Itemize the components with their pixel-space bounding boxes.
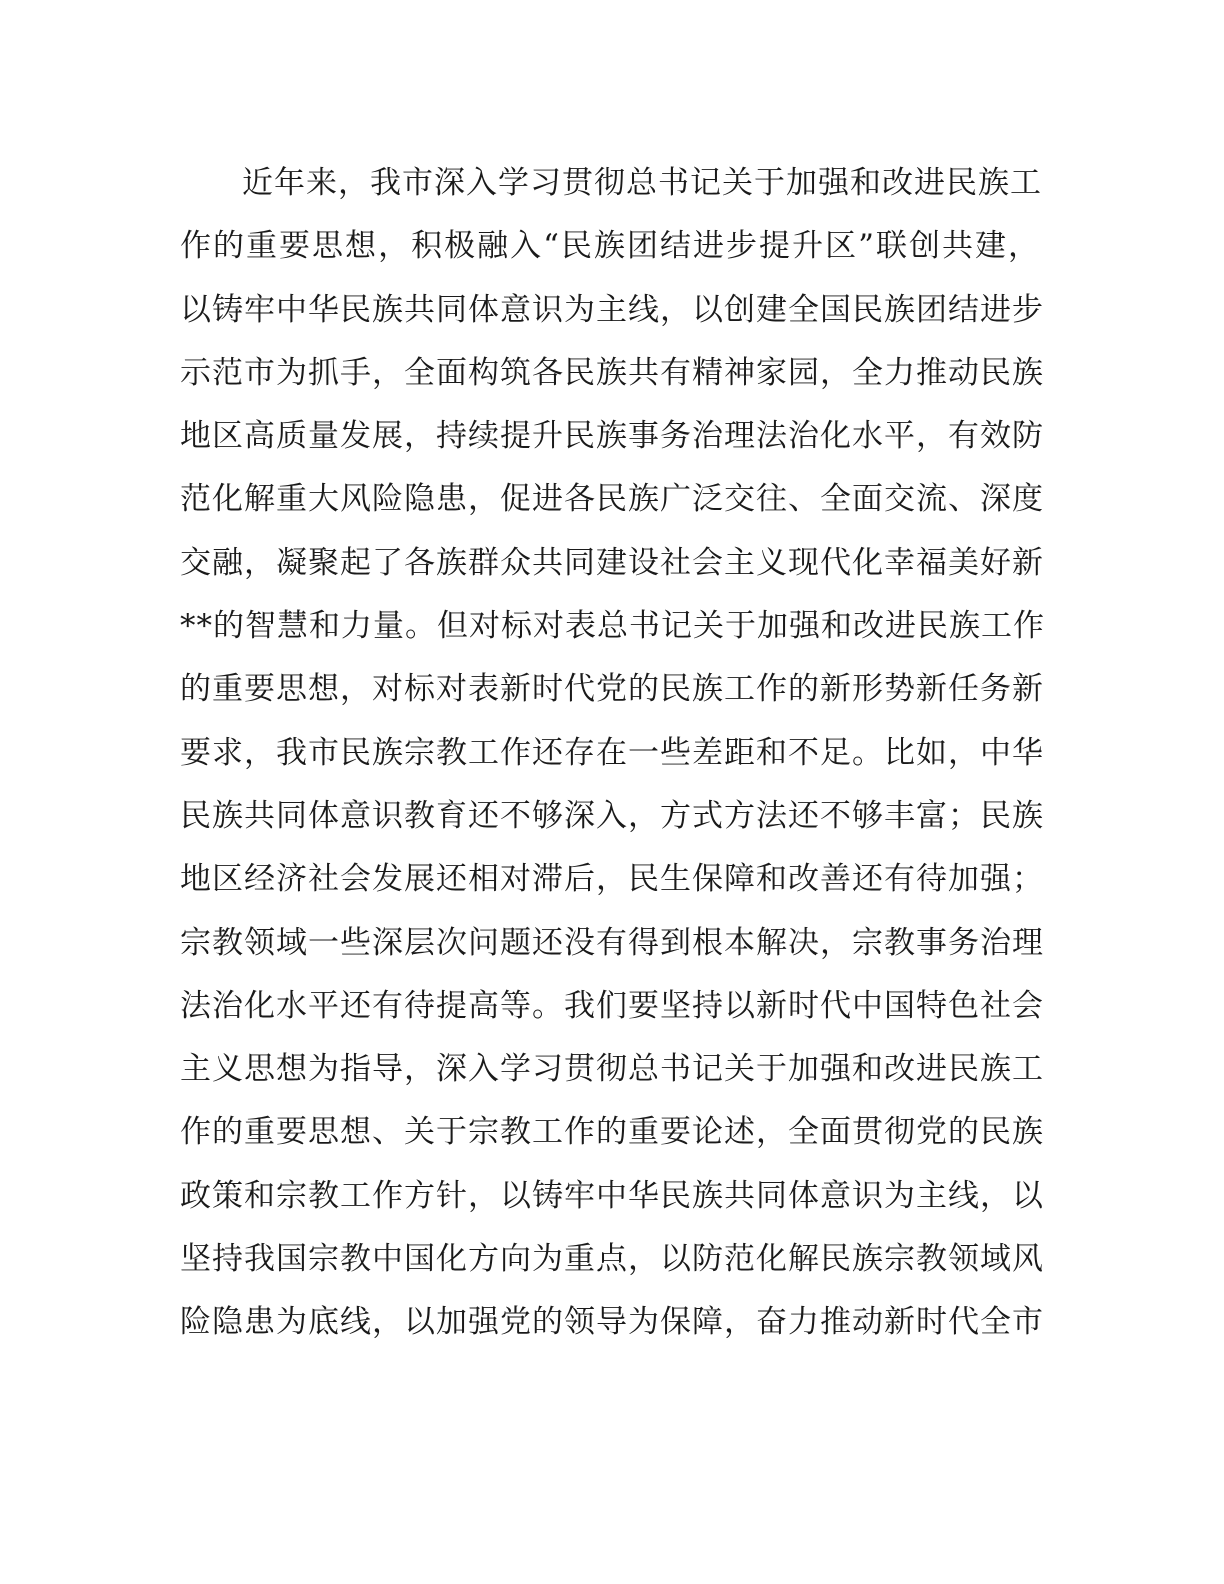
paragraph-line: 作的重要思想、关于宗教工作的重要论述，全面贯彻党的民族 [180,1114,1044,1151]
paragraph-line: 地区高质量发展，持续提升民族事务治理法治化水平，有效防 [180,418,1044,455]
paragraph-line: 的重要思想，对标对表新时代党的民族工作的新形势新任务新 [180,671,1044,708]
paragraph-line: 示范市为抓手，全面构筑各民族共有精神家园，全力推动民族 [180,354,1044,391]
paragraph-line: 范化解重大风险隐患，促进各民族广泛交往、全面交流、深度 [180,481,1044,518]
paragraph-line: 坚持我国宗教中国化方向为重点，以防范化解民族宗教领域风 [180,1241,1044,1278]
paragraph-line: **的智慧和力量。但对标对表总书记关于加强和改进民族工作 [180,608,1045,645]
paragraph-line: 作的重要思想，积极融入“民族团结进步提升区”联创共建， [180,228,1040,265]
paragraph-line: 险隐患为底线，以加强党的领导为保障，奋力推动新时代全市 [180,1304,1044,1341]
paragraph-line: 地区经济社会发展还相对滞后，民生保障和改善还有待加强； [180,861,1044,898]
paragraph-line: 近年来，我市深入学习贯彻总书记关于加强和改进民族工 [242,165,1042,201]
paragraph-line: 交融，凝聚起了各族群众共同建设社会主义现代化幸福美好新 [180,544,1044,581]
paragraph-line: 民族共同体意识教育还不够深入，方式方法还不够丰富；民族 [180,797,1044,834]
paragraph-line: 主义思想为指导，深入学习贯彻总书记关于加强和改进民族工 [180,1051,1044,1088]
body-paragraph [180,152,1045,1355]
paragraph-line: 法治化水平还有待提高等。我们要坚持以新时代中国特色社会 [180,987,1044,1024]
paragraph-line: 要求，我市民族宗教工作还存在一些差距和不足。比如，中华 [180,734,1044,771]
paragraph-line: 宗教领域一些深层次问题还没有得到根本解决，宗教事务治理 [180,924,1044,961]
paragraph-line: 政策和宗教工作方针，以铸牢中华民族共同体意识为主线，以 [180,1177,1044,1214]
paragraph-line: 以铸牢中华民族共同体意识为主线，以创建全国民族团结进步 [180,291,1044,328]
